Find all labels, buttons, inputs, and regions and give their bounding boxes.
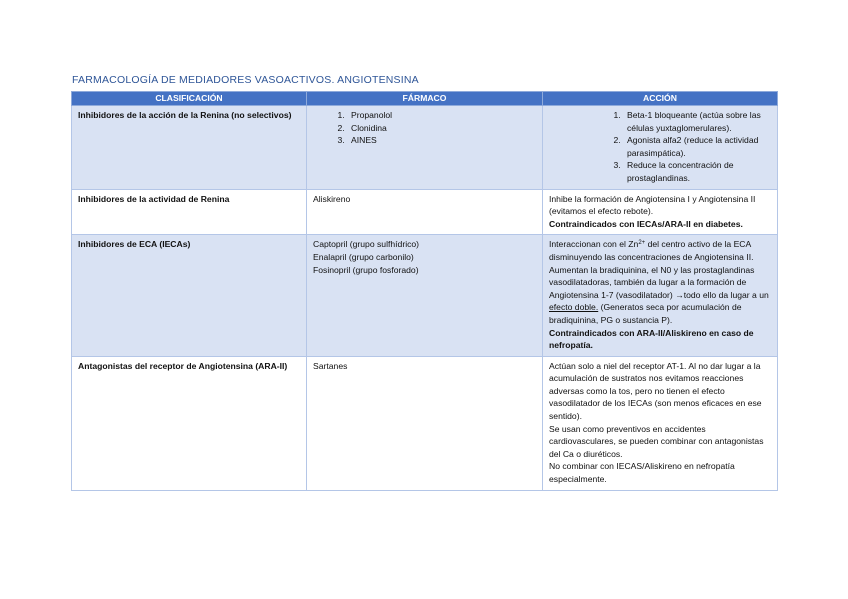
drug-list [313,109,536,147]
row-drugs: Aliskireno [307,189,543,235]
row-drugs: Sartanes [307,356,543,490]
header-farmaco: FÁRMACO [307,92,543,106]
list-item: 2. Agonista alfa2 (reduce la actividad parasimpática). [623,134,771,159]
header-clasificacion: CLASIFICACIÓN [72,92,307,106]
drug-item: Fosinopril (grupo fosforado) [313,264,419,275]
row-classification: Antagonistas del receptor de Angiotensina (ARA-II) [72,356,307,490]
list-item: 2. Clonidina [347,122,536,135]
underlined-text: efecto doble. [549,302,599,313]
action-text: Actúan solo a niel del receptor AT-1. Al no dar lugar a la acumulación de sustratos nos evitamos reacciones adversas como la tos, pero no tienen el efecto vasodilatador de los IECAs (son menos eficaces en ese sentido). [549,360,762,422]
row-classification: Inhibidores de la acción de la Renina (no selectivos) [72,106,307,190]
action-list [549,109,771,185]
row-classification: Inhibidores de ECA (IECAs) [72,235,307,356]
row-action [543,356,778,490]
action-warning: Contraindicados con IECAs/ARA-II en diabetes. [549,218,743,229]
action-text: No combinar con IECAS/Aliskireno en nefropatía especialmente. [549,461,735,485]
drug-item: Captopril (grupo sulfhídrico) [313,239,420,250]
drug-item: Enalapril (grupo carbonilo) [313,251,414,262]
list-item: 1. Propanolol [347,109,536,122]
superscript: 2+ [638,240,646,247]
document-title: FARMACOLOGÍA DE MEDIADORES VASOACTIVOS. ANGIOTENSINA [72,74,419,86]
row-action [543,106,778,190]
table-row [72,235,778,356]
row-classification: Inhibidores de la actividad de Renina [72,189,307,235]
action-text-part: del centro activo de la ECA disminuyendo las concentraciones de Angiotensina II. [549,239,754,262]
action-text: Inhibe la formación de Angiotensina I y Angiotensina II (evitamos el efecto rebote). [549,193,756,217]
row-action [543,235,778,356]
action-text [549,238,771,263]
row-action [543,189,778,235]
header-accion: ACCIÓN [543,92,778,106]
action-text-part: (Generatos seca por acumulación de bradiquinina, PG o sustancia P). [549,302,742,325]
list-item: 1. Beta-1 bloqueante (actúa sobre las células yuxtaglomerulares). [623,109,771,134]
action-text-part: Interaccionan con el Zn [549,239,639,250]
pharmacology-table [71,91,778,491]
table-header-row [72,92,778,106]
table-row [72,189,778,235]
list-item: 3. Reduce la concentración de prostaglandinas. [623,159,771,184]
list-item: 3. AINES [347,134,536,147]
row-drugs [307,106,543,190]
action-warning: Contraindicados con ARA-II/Aliskireno en caso de nefropatía. [549,327,754,351]
row-drugs [307,235,543,356]
action-text: Se usan como preventivos en accidentes cardiovasculares, se pueden combinar con antagonistas del Ca o diuréticos. [549,423,764,459]
action-text [549,264,771,327]
table-row [72,356,778,490]
action-text-part: Aumentan la bradiquinina, el N0 y las prostaglandinas vasodilatadoras, también da lugar a la formación de Angiotensina 1-7 (vasodilatador) →todo ello da lugar a un [549,264,769,300]
table-row [72,106,778,190]
